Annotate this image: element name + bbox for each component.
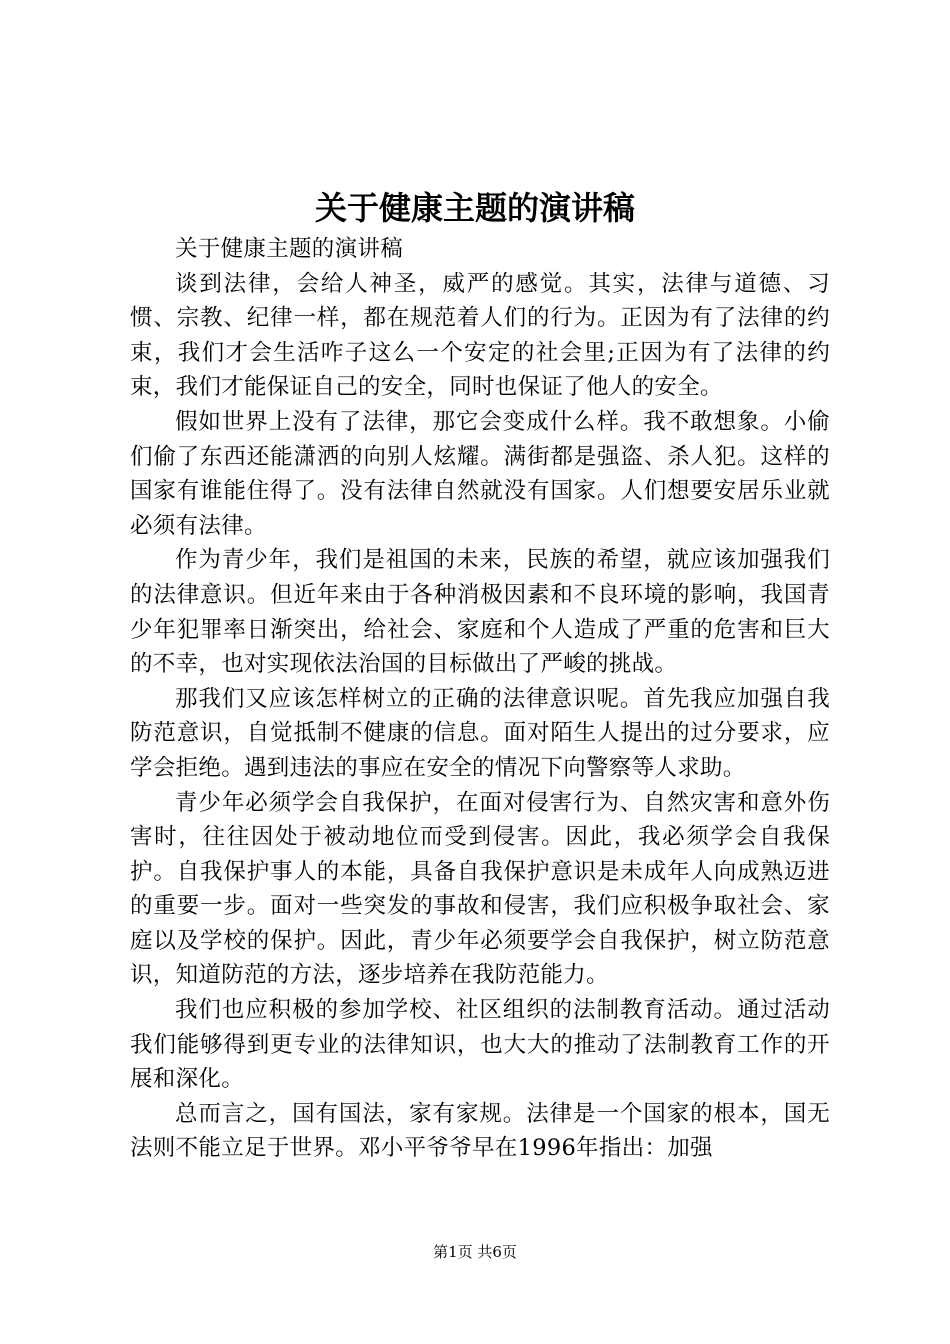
page-number-footer: 第1页 共6页 <box>433 1243 517 1261</box>
document-body <box>130 232 830 1166</box>
paragraph: 我们也应积极的参加学校、社区组织的法制教育活动。通过活动我们能够得到更专业的法律知识，也大大的推动了法制教育工作的开展和深化。 <box>130 997 830 1093</box>
paragraph: 作为青少年，我们是祖国的未来，民族的希望，就应该加强我们的法律意识。但近年来由于各种消极因素和不良环境的影响，我国青少年犯罪率日渐突出，给社会、家庭和个人造成了严重的危害和巨大的不幸，也对实现依法治国的目标做出了严峻的挑战。 <box>130 547 830 678</box>
paragraph: 青少年必须学会自我保护，在面对侵害行为、自然灾害和意外伤害时，往往因处于被动地位而受到侵害。因此，我必须学会自我保护。自我保护事人的本能，具备自我保护意识是未成年人向成熟迈进的重要一步。面对一些突发的事故和侵害，我们应积极争取社会、家庭以及学校的保护。因此，青少年必须要学会自我保护，树立防范意识，知道防范的方法，逐步培养在我防范能力。 <box>130 789 830 989</box>
paragraph: 假如世界上没有了法律，那它会变成什么样。我不敢想象。小偷们偷了东西还能潇洒的向别人炫耀。满街都是强盗、杀人犯。这样的国家有谁能住得了。没有法律自然就没有国家。人们想要安居乐业就必须有法律。 <box>130 408 830 539</box>
paragraph-subtitle: 关于健康主题的演讲稿 <box>175 236 404 262</box>
paragraph: 谈到法律，会给人神圣，威严的感觉。其实，法律与道德、习惯、宗教、纪律一样，都在规范着人们的行为。正因为有了法律的约束，我们才会生活咋子这么一个安定的社会里;正因为有了法律的约束，我们才能保证自己的安全，同时也保证了他人的安全。 <box>130 270 830 401</box>
document-title: 关于健康主题的演讲稿 <box>314 189 635 227</box>
paragraph: 那我们又应该怎样树立的正确的法律意识呢。首先我应加强自我防范意识，自觉抵制不健康的信息。面对陌生人提出的过分要求，应学会拒绝。遇到违法的事应在安全的情况下向警察等人求助。 <box>130 685 830 781</box>
paragraph: 总而言之，国有国法，家有家规。法律是一个国家的根本，国无法则不能立足于世界。邓小平爷爷早在1996年指出：加强 <box>130 1100 830 1162</box>
